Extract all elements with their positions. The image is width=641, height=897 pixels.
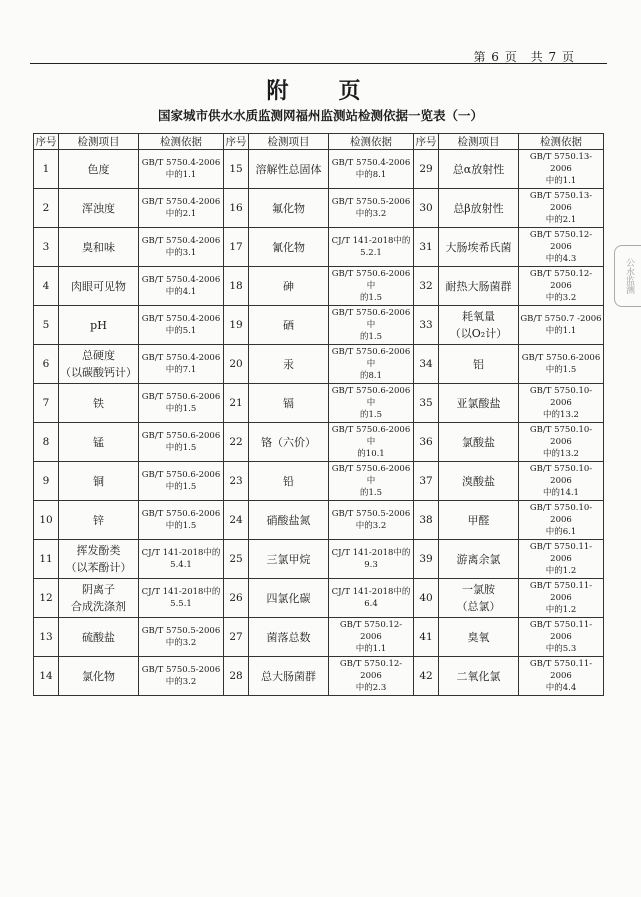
test-basis: [139, 150, 224, 189]
row-number: 5: [34, 306, 59, 345]
row-number: 13: [34, 618, 59, 657]
test-item-line: 游离余氯: [456, 552, 501, 566]
test-basis-line: CJ/T 141-2018中的: [141, 548, 221, 558]
test-item: [249, 462, 329, 501]
test-basis: [519, 618, 604, 657]
test-item: [249, 306, 329, 345]
row-number: 37: [414, 462, 439, 501]
test-basis: [139, 462, 224, 501]
test-basis: [139, 423, 224, 462]
row-number: 35: [414, 384, 439, 423]
test-item-line: 铁: [93, 396, 104, 410]
test-basis-line: GB/T 5750.4-2006: [141, 275, 221, 285]
test-basis-line: 中的1.5: [165, 443, 197, 453]
test-basis-line: GB/T 5750.6-2006: [521, 353, 601, 363]
table-row: [34, 618, 604, 657]
test-basis-line: GB/T 5750.7 -2006: [520, 314, 602, 324]
test-basis-line: 中的1.5: [165, 404, 197, 414]
test-item-line: 铝: [473, 357, 484, 371]
test-item-line: 总β放射性: [453, 201, 504, 215]
test-item-line: 硝酸盐氮: [266, 513, 311, 527]
test-basis-line: 5.4.1: [170, 560, 192, 570]
test-item: [249, 267, 329, 306]
test-basis: [329, 501, 414, 540]
test-basis-line: 中的3.2: [545, 293, 577, 303]
test-item: [249, 384, 329, 423]
table-row: [34, 228, 604, 267]
test-item: [249, 345, 329, 384]
test-item-line: 铜: [93, 474, 104, 488]
test-basis-line: GB/T 5750.4-2006: [141, 353, 221, 363]
test-item-line: 硒: [283, 318, 294, 332]
test-basis-line: CJ/T 141-2018中的: [331, 548, 411, 558]
test-basis-line: GB/T 5750.5-2006: [141, 626, 221, 636]
test-item-line: 一氯胺: [462, 583, 495, 596]
test-basis: [139, 189, 224, 228]
test-basis-line: 的10.1: [357, 449, 385, 459]
test-basis-line: 的1.5: [359, 332, 383, 342]
test-item-line: 氯化物: [82, 669, 115, 683]
test-basis-line: 中的3.2: [165, 638, 197, 648]
test-item-line: 锌: [93, 513, 104, 527]
row-number: 21: [224, 384, 249, 423]
test-basis-line: 中的3.1: [165, 248, 197, 258]
test-basis-line: 中的1.5: [165, 521, 197, 531]
test-basis: [139, 306, 224, 345]
test-basis-line: 5.5.1: [170, 599, 192, 609]
test-basis-line: 中的1.1: [545, 326, 577, 336]
test-basis-line: 中的14.1: [543, 488, 579, 498]
test-basis: [139, 579, 224, 618]
test-basis-line: 9.3: [364, 560, 378, 570]
row-number: 32: [414, 267, 439, 306]
test-basis: [139, 618, 224, 657]
table-row: [34, 150, 604, 189]
test-item: [59, 423, 139, 462]
table-row: [34, 345, 604, 384]
row-number: 33: [414, 306, 439, 345]
test-item: [59, 306, 139, 345]
test-item: [59, 501, 139, 540]
test-basis-line: GB/T 5750.4-2006: [141, 197, 221, 207]
test-item-line: 总大肠菌群: [261, 669, 316, 683]
test-item-line: 肉眼可见物: [71, 279, 126, 293]
test-basis-line: GB/T 5750.13-2006: [529, 191, 593, 213]
test-basis-line: GB/T 5750.4-2006: [331, 158, 411, 168]
test-item: [439, 423, 519, 462]
test-basis: [519, 267, 604, 306]
test-basis-line: GB/T 5750.4-2006: [141, 314, 221, 324]
row-number: 9: [34, 462, 59, 501]
test-basis-line: GB/T 5750.13-2006: [529, 152, 593, 174]
test-basis-line: 中的1.5: [165, 482, 197, 492]
test-basis-line: 中的13.2: [543, 449, 579, 459]
row-number: 8: [34, 423, 59, 462]
test-item: [439, 189, 519, 228]
test-basis-line: GB/T 5750.10-2006: [529, 464, 593, 486]
test-basis: [519, 501, 604, 540]
test-item-line: 总α放射性: [452, 162, 505, 176]
table-row: [34, 579, 604, 618]
row-number: 40: [414, 579, 439, 618]
test-basis: [329, 384, 414, 423]
row-number: 23: [224, 462, 249, 501]
test-item: [439, 150, 519, 189]
test-basis-line: 中的6.1: [545, 527, 577, 537]
test-basis-line: GB/T 5750.10-2006: [529, 425, 593, 447]
test-item-line: 四氯化碳: [266, 591, 311, 605]
test-basis-line: GB/T 5750.12-2006: [339, 659, 403, 681]
col-header: 序号: [34, 134, 59, 150]
test-basis-line: GB/T 5750.6-2006中: [331, 269, 411, 291]
test-basis-line: GB/T 5750.4-2006: [141, 158, 221, 168]
test-basis-line: 的8.1: [359, 371, 383, 381]
test-basis-line: GB/T 5750.11-2006: [529, 581, 593, 603]
test-basis: [329, 228, 414, 267]
test-item: [439, 306, 519, 345]
col-header: 检测项目: [59, 134, 139, 150]
test-basis-line: GB/T 5750.12-2006: [339, 620, 403, 642]
test-item-line: 硫酸盐: [82, 630, 115, 644]
test-item-line: （以碳酸钙计）: [60, 366, 137, 379]
test-basis: [519, 228, 604, 267]
test-item-line: 三氯甲烷: [266, 552, 311, 566]
test-item: [59, 618, 139, 657]
test-item: [439, 579, 519, 618]
page-title: 附 页: [266, 78, 375, 104]
test-basis-line: 中的3.2: [355, 209, 387, 219]
row-number: 20: [224, 345, 249, 384]
row-number: 22: [224, 423, 249, 462]
row-number: 29: [414, 150, 439, 189]
test-basis: [329, 579, 414, 618]
test-basis: [519, 150, 604, 189]
test-item: [59, 579, 139, 618]
test-item: [249, 189, 329, 228]
table-header-row: [34, 134, 604, 150]
test-basis-line: 中的2.1: [165, 209, 197, 219]
test-basis: [329, 423, 414, 462]
test-basis: [519, 189, 604, 228]
test-basis-line: 中的1.1: [355, 644, 387, 654]
col-header: 序号: [414, 134, 439, 150]
test-item: [249, 423, 329, 462]
test-basis-line: GB/T 5750.6-2006中: [331, 386, 411, 408]
test-basis-line: GB/T 5750.5-2006: [331, 197, 411, 207]
row-number: 28: [224, 657, 249, 696]
test-item-line: 铅: [283, 474, 294, 488]
test-basis-line: 的1.5: [359, 293, 383, 303]
test-basis: [329, 150, 414, 189]
test-item: [249, 150, 329, 189]
row-number: 41: [414, 618, 439, 657]
test-item-line: （总氯）: [456, 600, 501, 613]
test-basis: [329, 345, 414, 384]
test-basis: [519, 462, 604, 501]
test-basis-line: GB/T 5750.6-2006中: [331, 425, 411, 447]
test-item-line: 汞: [283, 357, 294, 371]
test-item-line: 浑浊度: [82, 201, 115, 215]
test-basis-line: 的1.5: [359, 410, 383, 420]
header-rule: [30, 63, 607, 64]
table-row: [34, 306, 604, 345]
test-basis-line: GB/T 5750.10-2006: [529, 386, 593, 408]
test-item-line: （以苯酚计）: [65, 561, 132, 574]
test-item-line: 菌落总数: [266, 630, 311, 644]
test-basis-line: 中的8.1: [355, 170, 387, 180]
col-header: 检测依据: [519, 134, 604, 150]
test-item: [249, 501, 329, 540]
test-basis-line: 中的4.1: [165, 287, 197, 297]
test-basis-line: GB/T 5750.5-2006: [331, 509, 411, 519]
test-item: [249, 657, 329, 696]
test-item: [59, 228, 139, 267]
row-number: 31: [414, 228, 439, 267]
test-basis: [139, 345, 224, 384]
row-number: 4: [34, 267, 59, 306]
test-item: [439, 345, 519, 384]
table-row: [34, 189, 604, 228]
test-basis: [329, 618, 414, 657]
test-item: [59, 384, 139, 423]
row-number: 11: [34, 540, 59, 579]
test-basis-line: GB/T 5750.6-2006中: [331, 308, 411, 330]
test-basis-line: 中的1.1: [165, 170, 197, 180]
row-number: 34: [414, 345, 439, 384]
row-number: 17: [224, 228, 249, 267]
test-item: [439, 540, 519, 579]
row-number: 1: [34, 150, 59, 189]
row-number: 7: [34, 384, 59, 423]
test-basis-line: GB/T 5750.12-2006: [529, 269, 593, 291]
test-basis-line: GB/T 5750.12-2006: [529, 230, 593, 252]
test-basis: [519, 579, 604, 618]
test-basis-line: 中的1.5: [545, 365, 577, 375]
test-basis: [139, 540, 224, 579]
test-basis-line: 中的2.3: [355, 683, 387, 693]
test-item: [249, 618, 329, 657]
test-item-line: 臭氧: [467, 630, 490, 644]
test-basis-line: 中的4.3: [545, 254, 577, 264]
test-basis: [329, 306, 414, 345]
row-number: 30: [414, 189, 439, 228]
test-basis: [139, 657, 224, 696]
page-number: 第 6 页 共 7 页: [473, 50, 575, 64]
test-item-line: 锰: [93, 435, 104, 449]
test-basis: [139, 267, 224, 306]
row-number: 25: [224, 540, 249, 579]
row-number: 10: [34, 501, 59, 540]
col-header: 检测依据: [139, 134, 224, 150]
row-number: 15: [224, 150, 249, 189]
test-basis: [519, 657, 604, 696]
test-basis-line: GB/T 5750.6-2006: [141, 509, 221, 519]
test-item-line: 大肠埃希氏菌: [445, 240, 512, 254]
test-basis-line: 中的2.1: [545, 215, 577, 225]
row-number: 26: [224, 579, 249, 618]
col-header: 检测依据: [329, 134, 414, 150]
test-item-line: 阴离子: [82, 583, 115, 596]
table-row: [34, 267, 604, 306]
row-number: 24: [224, 501, 249, 540]
col-header: 检测项目: [249, 134, 329, 150]
test-basis-line: 中的7.1: [165, 365, 197, 375]
test-basis-line: 6.4: [364, 599, 378, 609]
row-number: 6: [34, 345, 59, 384]
test-item-line: 挥发酚类: [76, 544, 121, 557]
test-item: [59, 345, 139, 384]
row-number: 39: [414, 540, 439, 579]
test-item-line: 臭和味: [82, 240, 115, 254]
stamp-seal: 公水监测: [614, 245, 641, 307]
test-item-line: 砷: [283, 279, 294, 293]
test-basis: [519, 345, 604, 384]
test-basis-line: GB/T 5750.11-2006: [529, 659, 593, 681]
test-basis-line: GB/T 5750.6-2006中: [331, 347, 411, 369]
test-basis-line: GB/T 5750.6-2006: [141, 392, 221, 402]
test-item: [439, 228, 519, 267]
test-basis: [519, 384, 604, 423]
test-basis-line: 中的3.2: [165, 677, 197, 687]
test-basis-line: CJ/T 141-2018中的: [331, 587, 411, 597]
test-basis-line: GB/T 5750.6-2006: [141, 431, 221, 441]
test-basis: [329, 189, 414, 228]
row-number: 16: [224, 189, 249, 228]
test-item-line: （以O₂计）: [449, 327, 508, 340]
row-number: 2: [34, 189, 59, 228]
row-number: 36: [414, 423, 439, 462]
test-basis: [329, 267, 414, 306]
table-row: [34, 384, 604, 423]
test-basis-line: 的1.5: [359, 488, 383, 498]
row-number: 38: [414, 501, 439, 540]
test-basis-line: GB/T 5750.11-2006: [529, 620, 593, 642]
test-item: [439, 267, 519, 306]
test-item-line: 溶解性总固体: [255, 162, 322, 176]
test-item: [439, 384, 519, 423]
col-header: 序号: [224, 134, 249, 150]
test-item-line: pH: [90, 318, 107, 332]
test-basis: [139, 228, 224, 267]
test-basis-line: 中的4.4: [545, 683, 577, 693]
row-number: 27: [224, 618, 249, 657]
table-row: [34, 501, 604, 540]
test-basis-line: GB/T 5750.5-2006: [141, 665, 221, 675]
test-item: [439, 462, 519, 501]
test-item-line: 氰化物: [272, 240, 305, 254]
test-item: [249, 579, 329, 618]
test-item-line: 氯酸盐: [462, 435, 495, 449]
detection-basis-table: [33, 133, 604, 696]
test-basis-line: GB/T 5750.4-2006: [141, 236, 221, 246]
test-basis-line: 中的5.3: [545, 644, 577, 654]
test-item-line: 溴酸盐: [462, 474, 495, 488]
test-item: [249, 228, 329, 267]
test-item: [59, 150, 139, 189]
row-number: 3: [34, 228, 59, 267]
test-item-line: 色度: [87, 162, 110, 176]
test-item-line: 二氧化氯: [456, 669, 501, 683]
test-basis-line: 中的1.1: [545, 176, 577, 186]
row-number: 18: [224, 267, 249, 306]
test-item: [439, 618, 519, 657]
col-header: 检测项目: [439, 134, 519, 150]
table-row: [34, 423, 604, 462]
test-basis: [139, 501, 224, 540]
test-item-line: 甲醛: [467, 513, 490, 527]
test-basis-line: GB/T 5750.11-2006: [529, 542, 593, 564]
test-basis: [329, 540, 414, 579]
test-basis: [329, 657, 414, 696]
test-basis-line: 5.2.1: [360, 248, 382, 258]
test-item-line: 耐热大肠菌群: [445, 279, 512, 293]
test-item: [439, 501, 519, 540]
test-basis-line: GB/T 5750.10-2006: [529, 503, 593, 525]
test-item-line: 合成洗涤剂: [71, 600, 126, 613]
test-basis-line: 中的5.1: [165, 326, 197, 336]
table-row: [34, 657, 604, 696]
test-basis: [519, 423, 604, 462]
test-basis: [139, 384, 224, 423]
test-item: [249, 540, 329, 579]
test-basis: [519, 540, 604, 579]
test-item: [439, 657, 519, 696]
test-item-line: 总硬度: [82, 349, 115, 362]
test-item: [59, 462, 139, 501]
test-item: [59, 267, 139, 306]
row-number: 14: [34, 657, 59, 696]
test-basis: [329, 462, 414, 501]
test-item: [59, 189, 139, 228]
test-basis-line: CJ/T 141-2018中的: [331, 236, 411, 246]
table-row: [34, 462, 604, 501]
table-title: 国家城市供水水质监测网福州监测站检测依据一览表（一）: [157, 108, 483, 123]
test-basis-line: 中的1.2: [545, 605, 577, 615]
test-item-line: 亚氯酸盐: [456, 396, 501, 410]
test-basis-line: CJ/T 141-2018中的: [141, 587, 221, 597]
row-number: 19: [224, 306, 249, 345]
test-basis-line: 中的13.2: [543, 410, 579, 420]
test-basis-line: 中的3.2: [355, 521, 387, 531]
test-item-line: 镉: [283, 396, 294, 410]
test-basis-line: GB/T 5750.6-2006: [141, 470, 221, 480]
test-item: [59, 540, 139, 579]
test-basis-line: 中的1.2: [545, 566, 577, 576]
row-number: 12: [34, 579, 59, 618]
table-row: [34, 540, 604, 579]
test-item-line: 铬（六价）: [261, 435, 316, 449]
test-item: [59, 657, 139, 696]
test-item-line: 耗氧量: [462, 310, 495, 323]
test-item-line: 氟化物: [272, 201, 305, 215]
test-basis: [519, 306, 604, 345]
row-number: 42: [414, 657, 439, 696]
test-basis-line: GB/T 5750.6-2006中: [331, 464, 411, 486]
